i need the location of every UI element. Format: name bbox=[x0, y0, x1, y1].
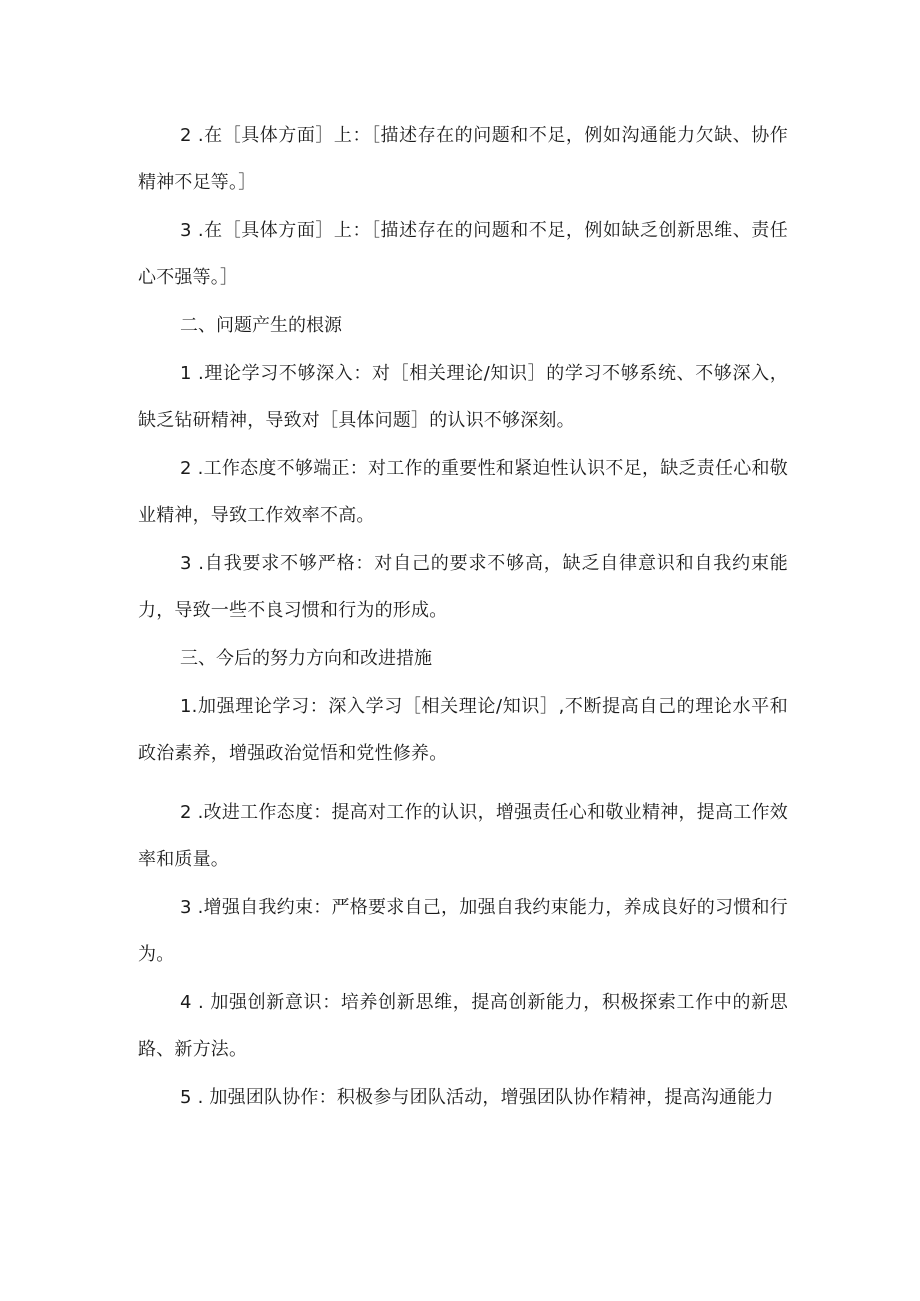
paragraph-measure-1: 1.加强理论学习：深入学习［相关理论/知识］,不断提高自己的理论水平和政治素养，增强政治觉悟和党性修养。 bbox=[138, 696, 788, 764]
paragraph-issue-3: 3 .在［具体方面］上：［描述存在的问题和不足，例如缺乏创新思维、责任心不强等。］ bbox=[138, 220, 788, 288]
paragraph-measure-4: 4 . 加强创新意识：培养创新思维，提高创新能力，积极探索工作中的新思路、新方法。 bbox=[138, 992, 788, 1060]
paragraph-cause-2: 2 .工作态度不够端正：对工作的重要性和紧迫性认识不足，缺乏责任心和敬业精神，导致工作效率不高。 bbox=[138, 458, 788, 526]
paragraph-measure-5: 5 . 加强团队协作：积极参与团队活动，增强团队协作精神，提高沟通能力 bbox=[180, 1087, 774, 1108]
section-heading-improvement: 三、今后的努力方向和改进措施 bbox=[180, 648, 432, 669]
paragraph-measure-2: 2 .改进工作态度：提高对工作的认识，增强责任心和敬业精神，提高工作效率和质量。 bbox=[138, 802, 788, 870]
paragraph-cause-1: 1 .理论学习不够深入：对［相关理论/知识］的学习不够系统、不够深入，缺乏钻研精神，导致对［具体问题］的认识不够深刻。 bbox=[138, 363, 788, 431]
paragraph-cause-3: 3 .自我要求不够严格：对自己的要求不够高，缺乏自律意识和自我约束能力，导致一些不良习惯和行为的形成。 bbox=[138, 553, 788, 621]
section-heading-root-causes: 二、问题产生的根源 bbox=[180, 315, 342, 336]
paragraph-issue-2: 2 .在［具体方面］上：［描述存在的问题和不足，例如沟通能力欠缺、协作精神不足等。］ bbox=[138, 125, 788, 193]
paragraph-measure-3: 3 .增强自我约束：严格要求自己，加强自我约束能力，养成良好的习惯和行为。 bbox=[138, 897, 788, 965]
document-body bbox=[138, 112, 788, 1122]
